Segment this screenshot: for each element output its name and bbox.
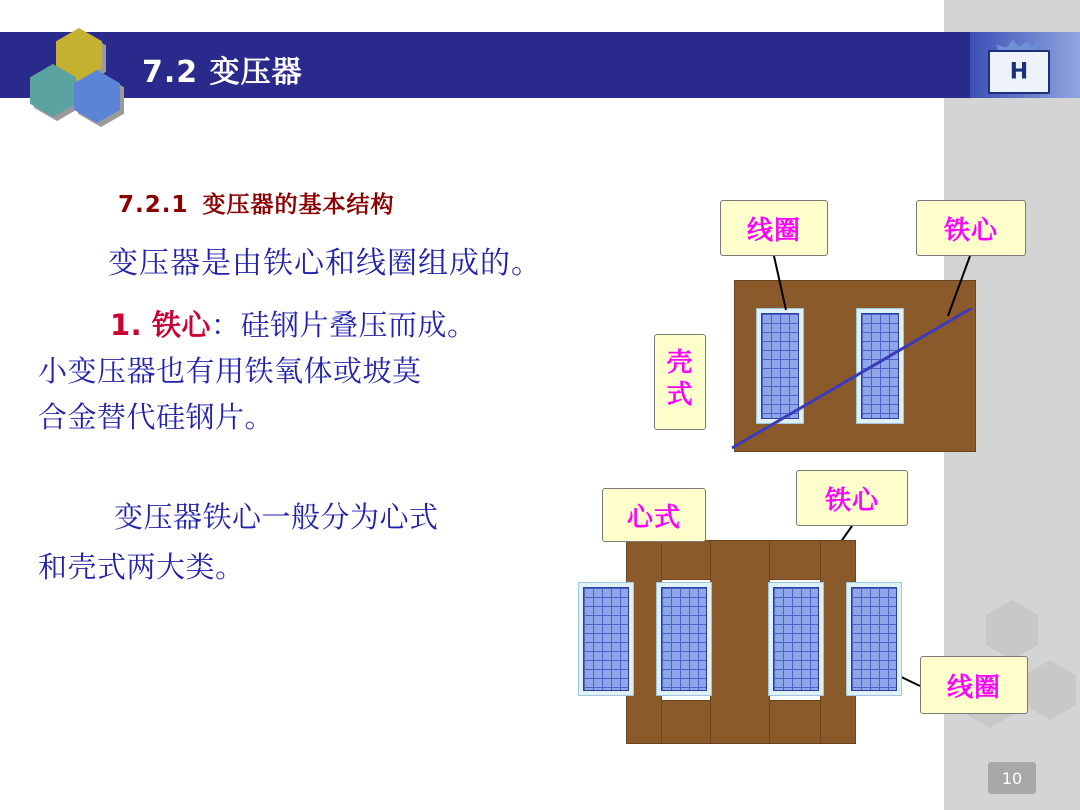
shell-leader-lines bbox=[722, 308, 982, 458]
core-type-coil-3 bbox=[773, 587, 819, 691]
slide-title: 7.2 变压器 bbox=[142, 55, 303, 90]
university-emblem-icon bbox=[978, 38, 1056, 94]
section-number: 7.2.1 bbox=[118, 192, 189, 218]
callout-core-type: 心式 bbox=[602, 488, 706, 542]
term-core: 铁心 bbox=[151, 308, 211, 342]
paragraph-core-line2: 小变压器也有用铁氧体或坡莫 bbox=[38, 354, 422, 388]
paragraph-intro: 变压器是由铁心和线圈组成的。 bbox=[108, 246, 542, 281]
list-number: 1. bbox=[110, 308, 143, 342]
paragraph-core-line1 bbox=[38, 302, 638, 348]
callout-core-top: 铁心 bbox=[916, 200, 1026, 256]
paragraph-types-line2: 和壳式两大类。 bbox=[38, 550, 245, 584]
callout-shell-type: 壳式 bbox=[654, 334, 706, 430]
core-type-center-limb bbox=[710, 540, 770, 744]
paragraph-types-line1-text: 变压器铁心一般分为心式 bbox=[114, 500, 439, 534]
emblem-book-icon bbox=[988, 50, 1050, 94]
transformer-diagram bbox=[560, 140, 1080, 800]
callout-coil-top: 线圈 bbox=[720, 200, 828, 256]
callout-core-label-lower: 铁心 bbox=[796, 470, 908, 526]
core-type-coil-1 bbox=[583, 587, 629, 691]
core-type-coil-4 bbox=[851, 587, 897, 691]
section-subheading bbox=[118, 186, 395, 219]
page-number: 10 bbox=[1001, 768, 1023, 788]
core-type-coil-2 bbox=[661, 587, 707, 691]
paragraph-core-rest: ：硅钢片叠压而成。 bbox=[210, 308, 477, 342]
callout-coil-bottom: 线圈 bbox=[920, 656, 1028, 714]
emblem-letter: H bbox=[1009, 59, 1029, 85]
paragraph-core-line3: 合金替代硅钢片。 bbox=[38, 400, 275, 434]
paragraph-core-material bbox=[38, 302, 638, 440]
section-title: 变压器的基本结构 bbox=[202, 192, 395, 218]
